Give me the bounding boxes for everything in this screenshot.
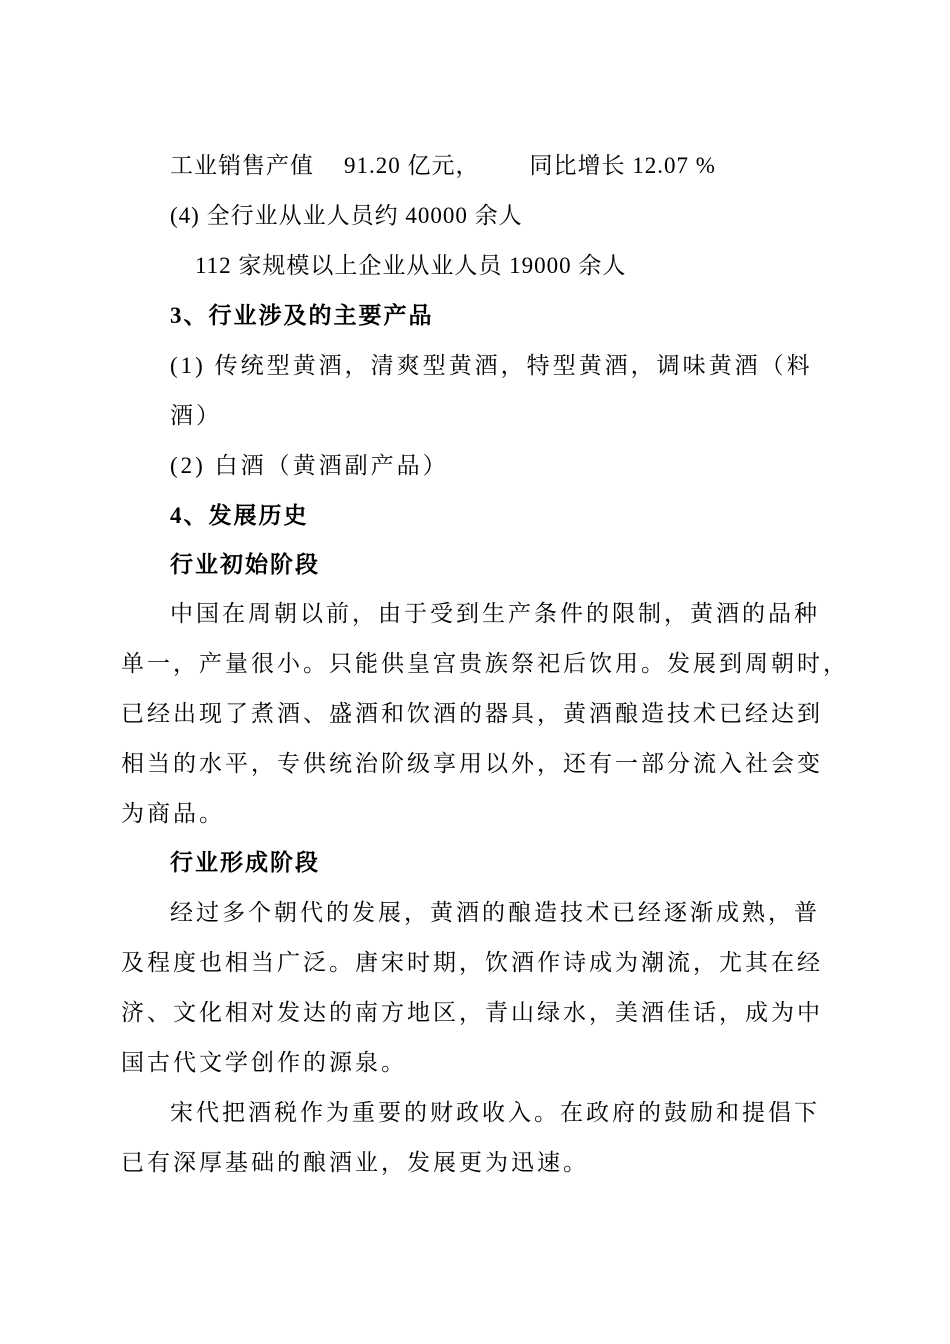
subheading-formation-stage: 行业形成阶段 — [170, 850, 320, 875]
paragraph-line: 相当的水平，专供统治阶级享用以外，还有一部分流入社会变 — [121, 751, 823, 776]
section-heading-products: 3、行业涉及的主要产品 — [170, 303, 434, 328]
section-heading-history: 4、发展历史 — [170, 503, 309, 528]
product-item-2: (2) 白酒（黄酒副产品） — [170, 453, 449, 478]
sales-output-label: 工业销售产值 — [170, 153, 314, 178]
paragraph-line: 济、文化相对发达的南方地区，青山绿水，美酒佳话，成为中 — [121, 1000, 823, 1025]
paragraph-line: 宋代把酒税作为重要的财政收入。在政府的鼓励和提倡下 — [170, 1100, 820, 1125]
sales-growth-text: 同比增长 12.07 % — [529, 153, 716, 178]
employees-large-firms-line: 112 家规模以上企业从业人员 19000 余人 — [195, 253, 627, 278]
paragraph-line: 已经出现了煮酒、盛酒和饮酒的器具，黄酒酿造技术已经达到 — [121, 701, 823, 726]
paragraph-line: 为商品。 — [121, 801, 225, 826]
subheading-initial-stage: 行业初始阶段 — [170, 552, 320, 577]
sales-output-value: 91.20 亿元， — [344, 153, 480, 178]
paragraph-line: 单一，产量很小。只能供皇宫贵族祭祀后饮用。发展到周朝时， — [121, 651, 849, 676]
paragraph-line: 经过多个朝代的发展，黄酒的酿造技术已经逐渐成熟，普 — [170, 900, 820, 925]
paragraph-line: 及程度也相当广泛。唐宋时期，饮酒作诗成为潮流，尤其在经 — [121, 950, 823, 975]
employees-total-line: (4) 全行业从业人员约 40000 余人 — [170, 203, 523, 228]
paragraph-line: 已有深厚基础的酿酒业，发展更为迅速。 — [121, 1150, 589, 1175]
paragraph-line: 中国在周朝以前，由于受到生产条件的限制，黄酒的品种 — [170, 601, 820, 626]
product-item-1-line-1: (1) 传统型黄酒，清爽型黄酒，特型黄酒，调味黄酒（料 — [170, 353, 813, 378]
product-item-1-line-2: 酒） — [170, 403, 222, 428]
sales-output-line — [170, 151, 716, 181]
paragraph-line: 国古代文学创作的源泉。 — [121, 1050, 407, 1075]
